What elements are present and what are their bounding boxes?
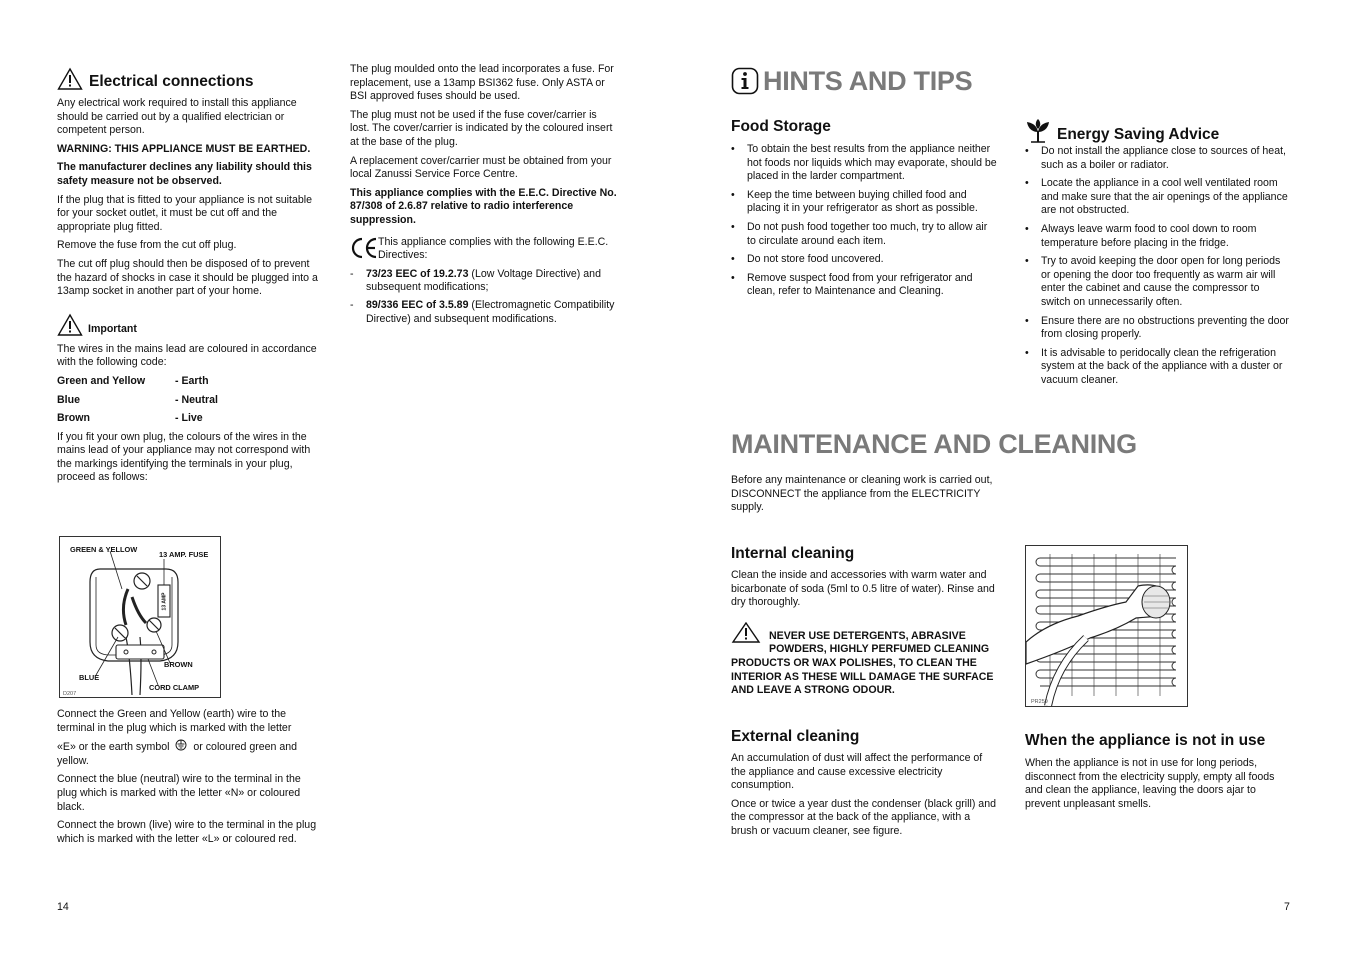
food-storage-list: [731, 143, 997, 299]
warning-triangle-icon: [57, 313, 83, 337]
info-icon: [731, 67, 759, 95]
leaf-icon: [1025, 118, 1051, 144]
electrical-paragraph-1: Any electrical work required to install this appliance should be carried out by a qualified electrician or competent person.: [57, 97, 297, 137]
maintenance-heading: [731, 429, 1137, 459]
middle-column: [350, 63, 618, 330]
list-item: [350, 268, 618, 295]
list-item: • Ensure there are no obstructions preventing the door from closing properly.: [1025, 315, 1290, 342]
page-number-left: 14: [57, 901, 69, 913]
label-green-yellow: GREEN & YELLOW: [70, 545, 138, 554]
internal-cleaning-text: Clean the inside and accessories with warm water and bicarbonate of soda (5ml to 0.5 litre of water). Rinse and dry thoroughly.: [731, 569, 995, 609]
internal-cleaning-title: Internal cleaning: [731, 545, 855, 562]
list-item: • Remove suspect food from your refrigerator and clean, refer to Maintenance and Cleaning.: [731, 272, 997, 299]
external-cleaning-text-1: An accumulation of dust will affect the performance of the appliance and cause excessive electricity consumption.: [731, 752, 983, 792]
important-paragraph-2: If you fit your own plug, the colours of the wires in the mains lead of your appliance may not correspond with the markings identifying the terminals in your plug, proceed as follows:: [57, 430, 311, 484]
wire-row: [57, 412, 319, 426]
label-fuse: 13 AMP. FUSE: [159, 550, 209, 559]
electrical-paragraph-4: The cut off plug should then be disposed of to prevent the hazard of shocks in case it should be plugged into a 13amp socket in another part of your home.: [57, 257, 318, 298]
list-item: • Locate the appliance in a cool well ventilated room and make sure that the air openings of the appliance are not obstructed.: [1025, 177, 1290, 218]
list-item: • Do not push food together too much, try to allow air to circulate around each item.: [731, 221, 997, 248]
figure-code: D207: [63, 691, 77, 697]
hints-heading: [731, 66, 972, 96]
food-storage-title: Food Storage: [731, 118, 831, 135]
fuse-paragraph: The plug moulded onto the lead incorporates a fuse. For replacement, use a 13amp BSI362 fuse. Only ASTA or BSI approved fuses should be used.: [350, 63, 614, 103]
directive-code: 89/336 EEC of 3.5.89: [366, 298, 469, 311]
connect-earth-text-1: Connect the Green and Yellow (earth) wire to the terminal in the plug which is marked with the letter: [57, 708, 292, 734]
list-item: • Always leave warm food to cool down to room temperature before placing in the fridge.: [1025, 223, 1290, 250]
wire-row: [57, 375, 319, 389]
energy-list: [1025, 145, 1290, 388]
external-cleaning-section: [731, 727, 997, 844]
energy-section: [1025, 118, 1290, 393]
ce-mark-icon: [350, 236, 378, 260]
connect-live-text: Connect the brown (live) wire to the terminal in the plug which is marked with the letter «L» or coloured red.: [57, 819, 317, 845]
electrical-paragraph-3: Remove the fuse from the cut off plug.: [57, 239, 237, 252]
energy-title: Energy Saving Advice: [1057, 126, 1220, 143]
not-in-use-text: When the appliance is not in use for long periods, disconnect from the electricity supply, empty all foods and clean the appliance, leaving the doors ajar to prevent unpleasant smells.: [1025, 757, 1275, 810]
important-heading: [57, 313, 319, 337]
warning-triangle-icon: [57, 67, 83, 91]
figure-code: PR259: [1031, 699, 1048, 705]
replacement-paragraph: A replacement cover/carrier must be obtained from your local Zanussi Service Force Centre.: [350, 154, 612, 181]
wire-name: Green and Yellow: [57, 374, 146, 387]
wire-value: - Earth: [175, 374, 209, 387]
left-column: [57, 67, 319, 490]
wire-value: - Neutral: [175, 393, 218, 406]
cover-paragraph: The plug must not be used if the fuse cover/carrier is lost. The cover/carrier is indicated by the coloured insert at the base of the plug.: [350, 108, 613, 148]
left-column-bottom: [57, 708, 321, 851]
detergent-warning: [731, 622, 999, 698]
list-item: • Try to avoid keeping the door open for long periods or opening the door too frequently as warm air will enter the cabinet and cause the compressor to switch on unnecessarily often.: [1025, 255, 1290, 309]
label-blue: BLUE: [79, 673, 100, 682]
directive-desc: (Electromagnetic Compatibility Directive) and subsequent modifications.: [366, 298, 615, 325]
wire-row: [57, 394, 319, 408]
list-item: • It is advisable to peridocally clean the refrigeration system at the back of the appliance with a duster or vacuum cleaner.: [1025, 347, 1290, 388]
radio-directive: This appliance complies with the E.E.C. Directive No. 87/308 of 2.6.87 relative to radio interference suppression.: [350, 186, 617, 226]
page-number-right: 7: [1284, 901, 1290, 913]
wire-name: Blue: [57, 393, 80, 406]
detergent-warning-text: NEVER USE DETERGENTS, ABRASIVE POWDERS, HIGHLY PERFUMED CLEANING PRODUCTS OR WAX POLISHES, TO CLEAN THE INTERIOR AS THESE WILL DAMAGE THE SURFACE AND LEAVE A STRONG ODOUR.: [731, 629, 994, 697]
label-fuse-small: 13 AMP: [161, 592, 168, 611]
external-cleaning-title: External cleaning: [731, 728, 860, 745]
ce-text: This appliance complies with the following E.E.C. Directives:: [378, 235, 609, 262]
plug-wiring-figure: [59, 536, 221, 698]
connect-neutral-text: Connect the blue (neutral) wire to the terminal in the plug which is marked with the letter «N» or coloured black.: [57, 773, 301, 813]
maintenance-intro: [731, 474, 999, 520]
connect-earth-text-3: or coloured green and yellow.: [57, 741, 298, 767]
directives-list: [350, 268, 618, 326]
electrical-title: Electrical connections: [89, 73, 254, 90]
hints-title: HINTS AND TIPS: [763, 66, 973, 96]
earthed-warning: WARNING: THIS APPLIANCE MUST BE EARTHED.: [57, 142, 311, 155]
internal-cleaning-section: [731, 544, 999, 698]
earth-symbol-icon: [175, 739, 187, 751]
connect-earth-text-2: «E» or the earth symbol: [57, 741, 170, 754]
important-paragraph-1: The wires in the mains lead are coloured in accordance with the following code:: [57, 342, 317, 369]
not-in-use-section: [1025, 731, 1293, 816]
wire-name: Brown: [57, 412, 90, 425]
not-in-use-title: When the appliance is not in use: [1025, 732, 1266, 749]
directive-code: 73/23 EEC of 19.2.73: [366, 267, 469, 280]
ce-statement: [350, 236, 618, 263]
condenser-figure: [1025, 545, 1188, 707]
wire-value: - Live: [175, 412, 203, 425]
list-item: • Do not store food uncovered.: [731, 253, 997, 267]
liability-notice: The manufacturer declines any liability should this safety measure not be observed.: [57, 161, 312, 187]
food-storage-section: [731, 117, 997, 304]
directive-desc: (Low Voltage Directive) and subsequent modifications;: [366, 267, 601, 294]
electrical-heading: [57, 67, 319, 91]
external-cleaning-text-2: Once or twice a year dust the condenser (black grill) and the compressor at the back of the appliance, with a brush or vacuum cleaner, see figure.: [731, 797, 996, 837]
electrical-paragraph-2: If the plug that is fitted to your appliance is not suitable for your socket outlet, it must be cut off and the appropriate plug fitted.: [57, 193, 312, 233]
list-item: [350, 299, 618, 326]
list-item: • Keep the time between buying chilled food and placing it in your refrigerator as short as possible.: [731, 189, 997, 216]
maintenance-intro-text: Before any maintenance or cleaning work is carried out, DISCONNECT the appliance from the ELECTRICITY supply.: [731, 474, 993, 514]
list-item: • Do not install the appliance close to sources of heat, such as a boiler or radiator.: [1025, 145, 1290, 172]
label-brown: BROWN: [164, 660, 193, 669]
warning-triangle-icon: [731, 622, 761, 644]
condenser-illustration: [1026, 546, 1187, 706]
label-cord-clamp: CORD CLAMP: [149, 683, 200, 692]
energy-heading: [1025, 118, 1290, 144]
list-item: • To obtain the best results from the appliance neither hot foods nor liquids which may evaporate, should be placed in the larder compartment.: [731, 143, 997, 184]
maintenance-title: MAINTENANCE AND CLEANING: [731, 429, 1137, 459]
important-title: Important: [88, 323, 137, 336]
